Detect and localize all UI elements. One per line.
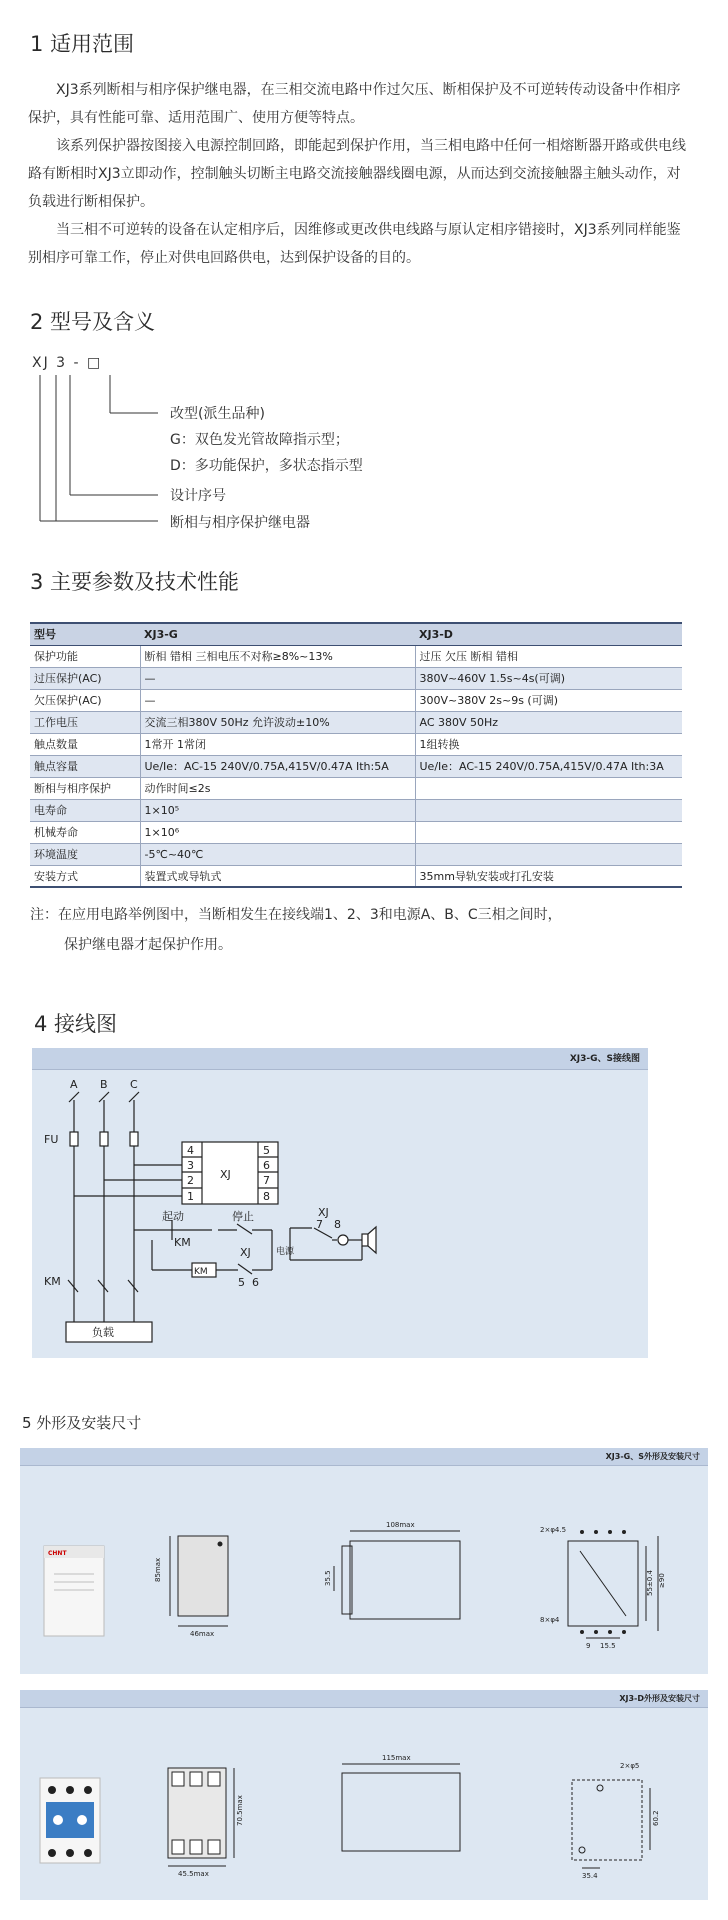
dim-g-overall: ≥90 (658, 1573, 666, 1588)
dim-g-pitch-b: 15.5 (600, 1642, 616, 1650)
terminal-label: 1 (187, 1190, 194, 1203)
table-cell: 装置式或导轨式 (140, 865, 415, 887)
table-cell: 1组转换 (415, 733, 682, 755)
terminal-label: 2 (187, 1174, 194, 1187)
label-d: D：多功能保护，多状态指示型 (170, 458, 363, 474)
label-phase-c: C (130, 1078, 138, 1091)
label-phase-b: B (100, 1078, 108, 1091)
terminal-label: 5 (238, 1276, 245, 1289)
table-cell: Ue/Ie：AC-15 240V/0.75A,415V/0.47A Ith:3A (415, 755, 682, 777)
section-3-title: 3 主要参数及技术性能 (30, 570, 240, 594)
dimension-panel-d (20, 1690, 708, 1900)
table-header-row (30, 623, 682, 645)
table-cell: 环境温度 (30, 843, 140, 865)
dimension-drawing-g (20, 1466, 708, 1674)
label-fu: FU (44, 1133, 59, 1146)
label-start: 起动 (162, 1210, 184, 1223)
table-row (30, 865, 682, 887)
dim-d-width: 45.5max (178, 1870, 209, 1878)
table-cell: -5℃~40℃ (140, 843, 415, 865)
paragraph: 该系列保护器按图接入电源控制回路，即能起到保护作用，当三相电路中任何一相熔断器开路或供电线路有断相时XJ3立即动作，控制触头切断主电路交流接触器线圈电源，从而达到交流接触器主触头动作，对负载进行断相保护。 (28, 138, 686, 210)
note-line: 注：在应用电路举例图中，当断相发生在接线端1、2、3和电源A、B、C三相之间时， (30, 907, 562, 923)
table-row (30, 711, 682, 733)
table-cell: 35mm导轨安装或打孔安装 (415, 865, 682, 887)
label-design-no: 设计序号 (170, 488, 226, 504)
header-xj3g: XJ3-G (140, 623, 415, 645)
terminal-label: 6 (252, 1276, 259, 1289)
paragraph: XJ3系列断相与相序保护继电器，在三相交流电路中作过欠压、断相保护及不可逆转传动设备中作相序保护，具有性能可靠、适用范围广、使用方便等特点。 (28, 82, 681, 126)
product-photo-g (44, 1546, 104, 1636)
panel-d-title: XJ3-D外形及安装尺寸 (20, 1690, 708, 1708)
model-code-diagram (30, 355, 630, 535)
panel-g-title: XJ3-G、S外形及安装尺寸 (20, 1448, 708, 1466)
dimension-panel-g (20, 1448, 708, 1674)
table-cell: 断相 错相 三相电压不对称≥8%~13% (140, 645, 415, 667)
table-cell: 过压 欠压 断相 错相 (415, 645, 682, 667)
label-km-aux: KM (174, 1236, 191, 1249)
label-km-main: KM (44, 1275, 61, 1288)
paragraph: 当三相不可逆转的设备在认定相序后，因维修或更改供电线路与原认定相序错接时，XJ3系列同样能鉴别相序可靠工作，停止对供电回路供电，达到保护设备的目的。 (28, 222, 681, 266)
table-row (30, 667, 682, 689)
dim-d-height: 70.5max (236, 1795, 244, 1826)
terminal-label: 8 (334, 1218, 341, 1231)
table-cell: 交流三相380V 50Hz 允许波动±10% (140, 711, 415, 733)
table-note (30, 900, 710, 960)
section-4-title: 4 接线图 (34, 1012, 118, 1036)
table-cell: 1×10⁶ (140, 821, 415, 843)
model-code: XJ 3 - □ (32, 355, 103, 371)
section-5-title: 5 外形及安装尺寸 (22, 1414, 142, 1432)
table-cell: 触点容量 (30, 755, 140, 777)
table-cell: 300V~380V 2s~9s (可调) (415, 689, 682, 711)
terminal-label: 8 (263, 1190, 270, 1203)
terminal-label: 3 (187, 1159, 194, 1172)
table-cell: 安装方式 (30, 865, 140, 887)
table-cell: 机械寿命 (30, 821, 140, 843)
table-cell: 断相与相序保护 (30, 777, 140, 799)
dim-d-spacing: 60.2 (652, 1810, 660, 1826)
table-row (30, 821, 682, 843)
brand-logo: CHNT (48, 1550, 67, 1557)
label-load: 负载 (92, 1326, 114, 1339)
table-cell: 1常开 1常闭 (140, 733, 415, 755)
table-cell: 触点数量 (30, 733, 140, 755)
label-xj-box: XJ (220, 1168, 231, 1181)
section-1-title: 1 适用范围 (30, 32, 135, 56)
section-1-body (28, 76, 688, 272)
dim-g-spacing: 55±0.4 (646, 1570, 654, 1596)
table-cell: 欠压保护(AC) (30, 689, 140, 711)
dim-g-holes-top: 2×φ4.5 (540, 1526, 567, 1534)
label-xj-contact: XJ (240, 1246, 251, 1259)
product-photo-d (40, 1778, 100, 1863)
parameter-table (30, 622, 682, 888)
note-line: 保护继电器才起保护作用。 (64, 937, 232, 953)
table-cell: 工作电压 (30, 711, 140, 733)
table-cell: Ue/Ie：AC-15 240V/0.75A,415V/0.47A Ith:5A (140, 755, 415, 777)
table-cell: — (140, 667, 415, 689)
table-row (30, 755, 682, 777)
label-stop: 停止 (232, 1210, 254, 1223)
table-cell: — (140, 689, 415, 711)
table-row (30, 733, 682, 755)
table-row (30, 689, 682, 711)
table-cell: 动作时间≤2s (140, 777, 415, 799)
dimension-drawing-d (20, 1708, 708, 1900)
header-xj3d: XJ3-D (415, 623, 682, 645)
terminal-label: 7 (263, 1174, 270, 1187)
table-cell (415, 821, 682, 843)
section-2-title: 2 型号及含义 (30, 310, 156, 334)
dim-d-holes: 2×φ5 (620, 1762, 640, 1770)
wiring-panel-title: XJ3-G、S接线图 (32, 1048, 648, 1070)
table-row (30, 645, 682, 667)
table-cell (415, 843, 682, 865)
table-cell: 电寿命 (30, 799, 140, 821)
table-cell: 380V~460V 1.5s~4s(可调) (415, 667, 682, 689)
dim-g-height: 85max (154, 1557, 162, 1582)
table-cell: 1×10⁵ (140, 799, 415, 821)
label-xj-indicator: XJ (318, 1206, 329, 1219)
table-row (30, 799, 682, 821)
table-cell: AC 380V 50Hz (415, 711, 682, 733)
label-product: 断相与相序保护继电器 (170, 515, 310, 531)
terminal-label: 4 (187, 1144, 194, 1157)
table-cell: 保护功能 (30, 645, 140, 667)
dim-g-holes-bot: 8×φ4 (540, 1616, 560, 1624)
dim-g-pin: 35.5 (324, 1570, 332, 1586)
terminal-label: 5 (263, 1144, 270, 1157)
table-cell (415, 777, 682, 799)
dim-d-length: 115max (382, 1754, 411, 1762)
table-row (30, 777, 682, 799)
label-phase-a: A (70, 1078, 78, 1091)
dim-d-pitch: 35.4 (582, 1872, 598, 1880)
label-km-coil: KM (194, 1267, 208, 1277)
table-cell: 过压保护(AC) (30, 667, 140, 689)
label-variant: 改型(派生品种) (170, 406, 265, 422)
dim-g-length: 108max (386, 1521, 415, 1529)
dim-g-pitch-a: 9 (586, 1642, 591, 1650)
wiring-diagram-panel (32, 1048, 648, 1358)
terminal-label: 6 (263, 1159, 270, 1172)
wiring-diagram (32, 1070, 648, 1358)
label-g: G：双色发光管故障指示型； (170, 432, 349, 448)
terminal-label: 7 (316, 1218, 323, 1231)
dim-g-width: 46max (190, 1630, 215, 1638)
header-model: 型号 (30, 623, 140, 645)
table-row (30, 843, 682, 865)
table-cell (415, 799, 682, 821)
label-power: 电源 (276, 1247, 295, 1257)
